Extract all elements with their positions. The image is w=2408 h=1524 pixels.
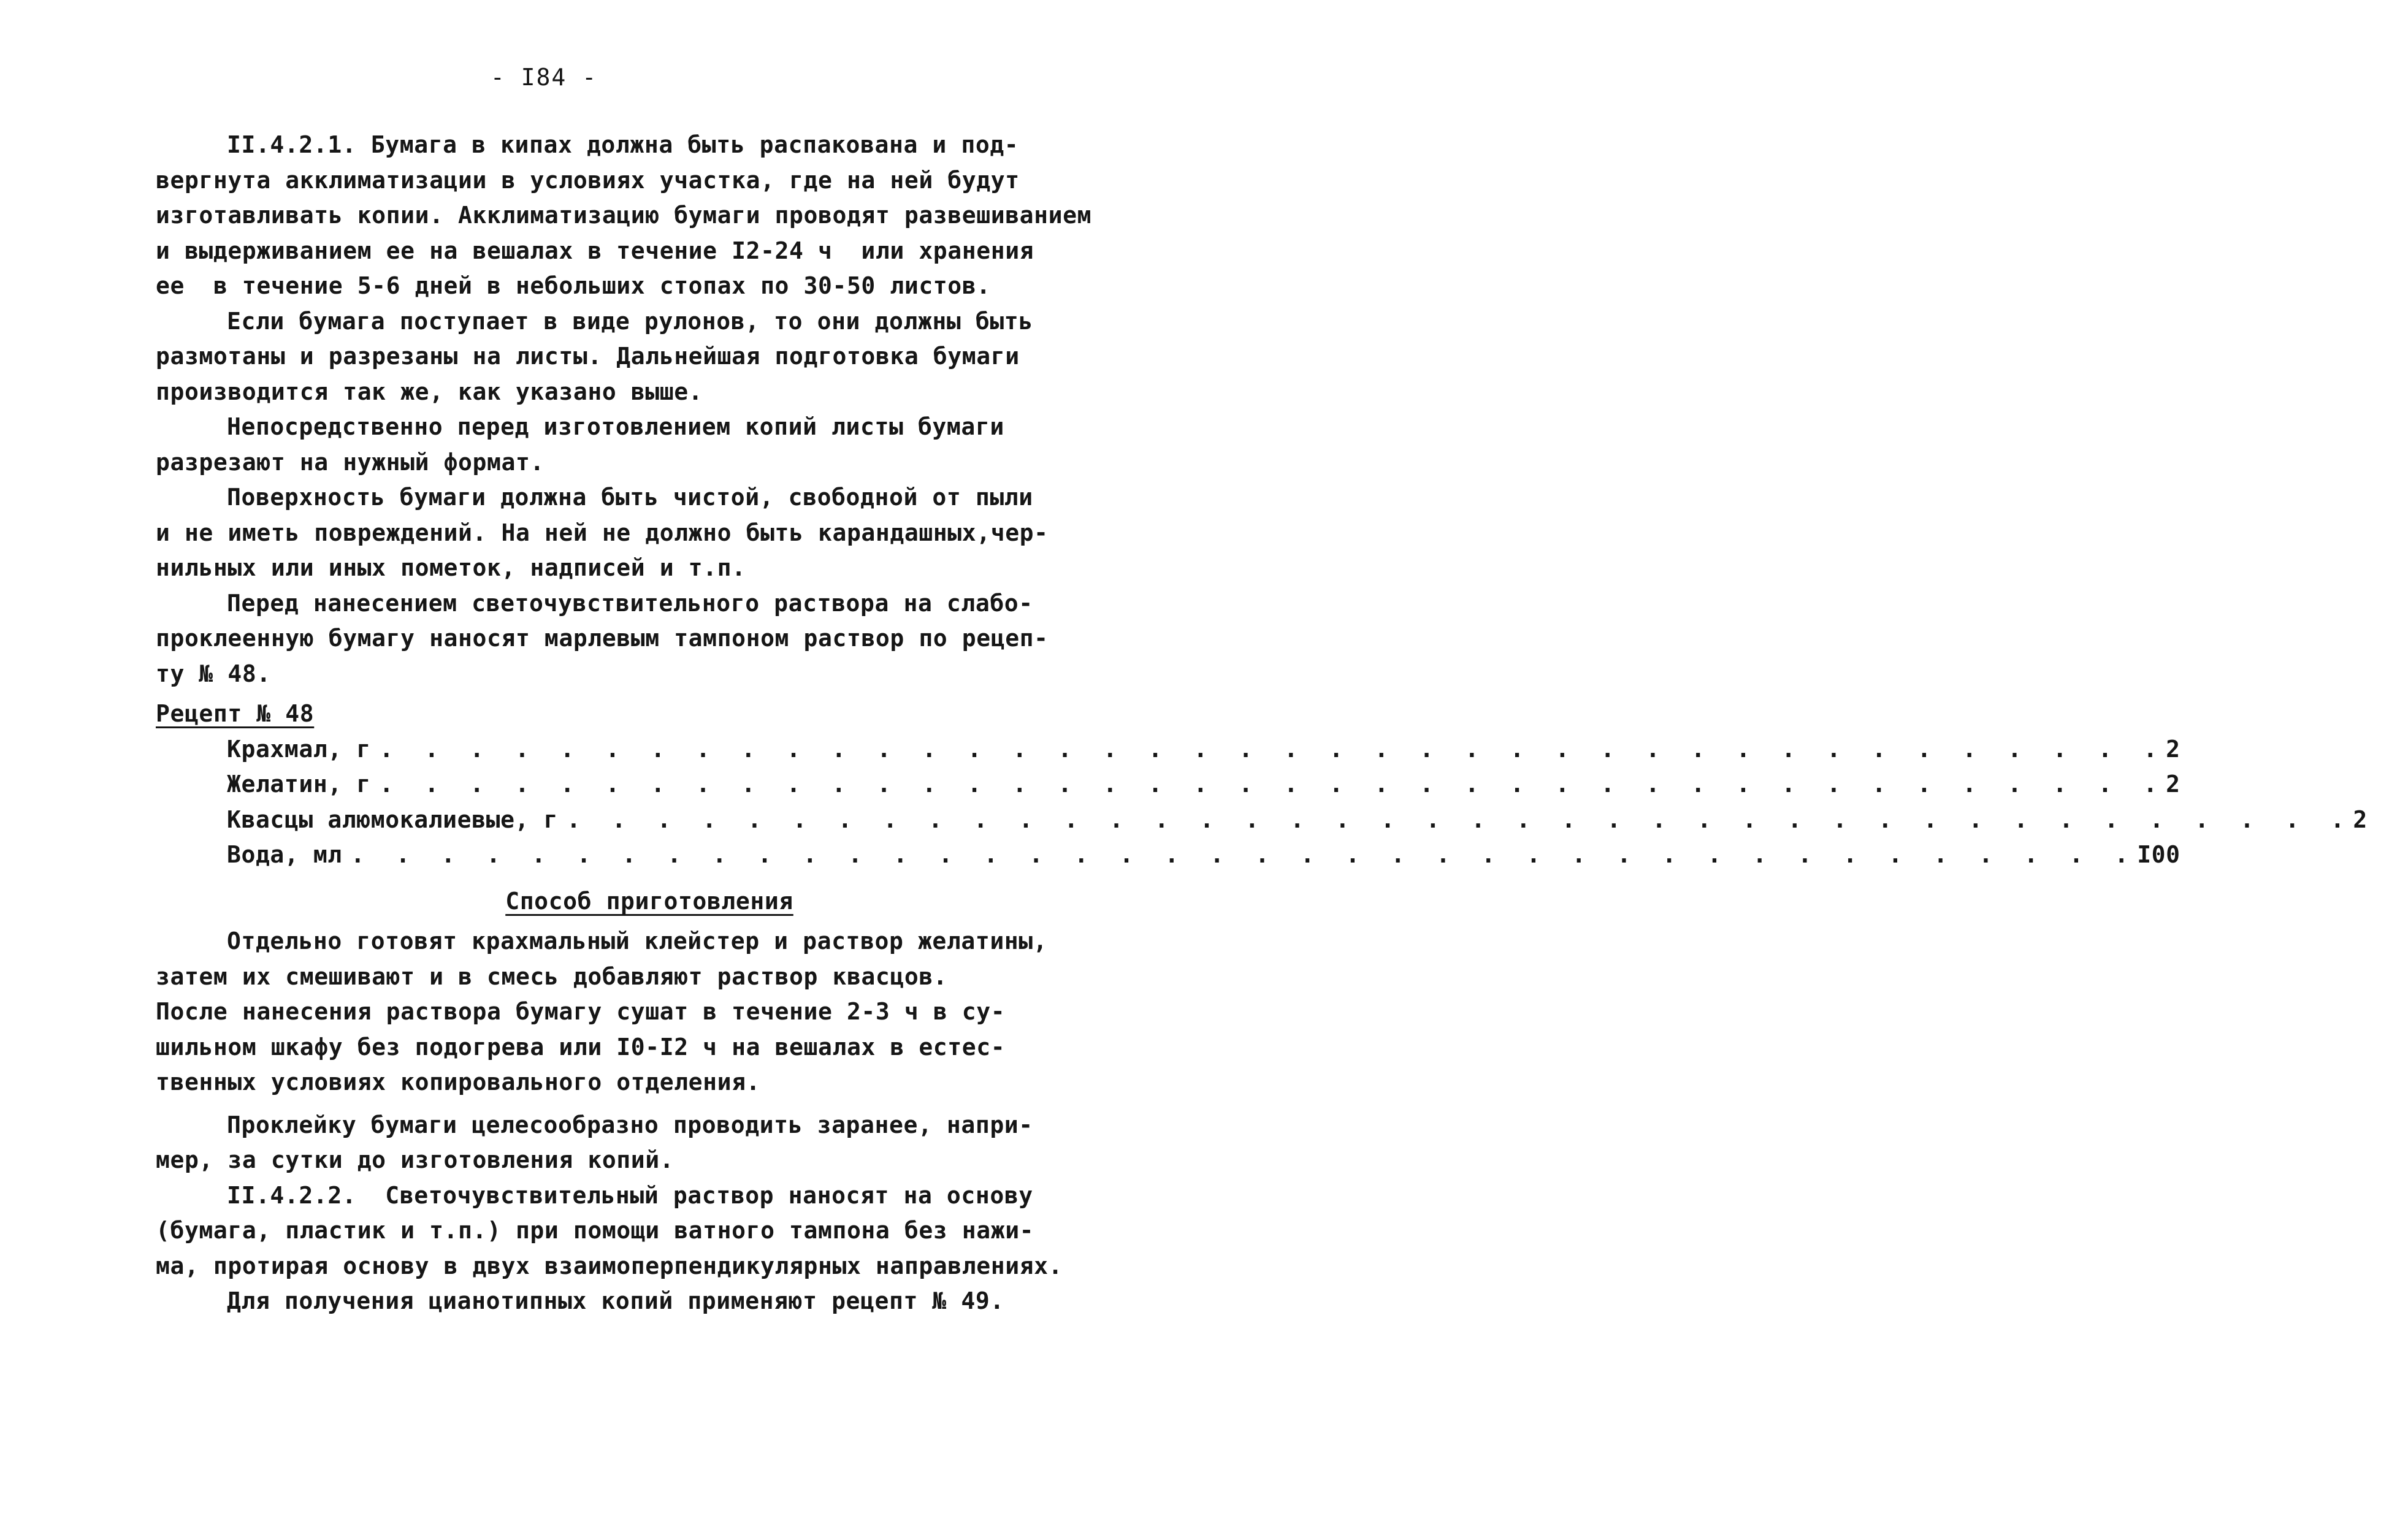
text-line: II.4.2.2. Светочувствительный раствор наносят на основу <box>227 1181 1033 1209</box>
ingredient-amount: 2 <box>2353 806 2368 833</box>
text-line: вергнута акклиматизации в условиях участка, где на ней будут <box>156 166 1020 194</box>
ingredient-amount: 2 <box>2166 771 2181 798</box>
text-line: мер, за сутки до изготовления копий. <box>156 1146 675 1173</box>
method-title-text: Способ приготовления <box>505 887 793 915</box>
paragraph-paper-acclimatization <box>156 128 1092 304</box>
dot-leader: . . . . . . . . . . . . . . . . . . . . . . . . . . . . . . . . . . . . . . . . <box>567 806 2353 833</box>
text-line: Отдельно готовят крахмальный клейстер и раствор желатины, <box>227 928 1048 954</box>
text-line: Проклейку бумаги целесообразно проводить заранее, напри- <box>227 1111 1033 1138</box>
ingredient-name: Вода, мл <box>227 841 342 868</box>
method-section <box>156 884 1063 1319</box>
text-line: Непосредственно перед изготовлением копий листы бумаги <box>227 413 1004 440</box>
text-line: разрезают на нужный формат. <box>156 448 545 476</box>
paragraph-sizing <box>156 586 1051 692</box>
ingredient-amount: I00 <box>2137 841 2181 868</box>
paragraph-photosensitive-solution <box>156 1178 1063 1284</box>
page-number: - I84 - <box>490 64 598 91</box>
paragraph-rolls <box>156 304 1051 410</box>
method-title <box>156 884 1051 920</box>
ingredient-row <box>227 837 2181 873</box>
ingredient-row <box>227 767 2181 802</box>
text-line: ее в течение 5-6 дней в небольших стопах по 30-50 листов. <box>156 272 991 299</box>
ingredient-name: Квасцы алюмокалиевые, г <box>227 806 558 833</box>
text-line: твенных условиях копировального отделения. <box>156 1069 761 1095</box>
text-line: размотаны и разрезаны на листы. Дальнейшая подготовка бумаги <box>156 343 1020 370</box>
text-line: Если бумага поступает в виде рулонов, то они должны быть <box>227 307 1033 335</box>
recipe-section <box>156 692 2368 873</box>
dot-leader: . . . . . . . . . . . . . . . . . . . . . . . . . . . . . . . . . . . . . . . . <box>379 771 2166 798</box>
recipe-title: Рецепт № 48 <box>156 700 315 727</box>
document-body <box>156 128 2368 1319</box>
paragraph-cyanotype <box>156 1284 1051 1319</box>
dot-leader: . . . . . . . . . . . . . . . . . . . . . . . . . . . . . . . . . . . . . . . . <box>350 841 2138 868</box>
ingredient-name: Крахмал, г <box>227 735 371 763</box>
text-line: ма, протирая основу в двух взаимоперпендикулярных направлениях. <box>156 1252 1063 1279</box>
paragraph-preparation <box>156 924 1051 1100</box>
text-line: шильном шкафу без подогрева или I0-I2 ч на вешалах в естес- <box>156 1033 1006 1061</box>
text-line: ту № 48. <box>156 660 271 687</box>
text-line: (бумага, пластик и т.п.) при помощи ватного тампона без нажи- <box>156 1217 1034 1244</box>
text-line: проклеенную бумагу наносят марлевым тампоном раствор по рецеп- <box>156 625 1049 652</box>
paragraph-surface <box>156 480 1051 586</box>
text-line: нильных или иных пометок, надписей и т.п. <box>156 554 746 581</box>
text-line: и выдерживанием ее на вешалах в течение I2-24 ч или хранения <box>156 237 1034 264</box>
text-line: изготавливать копии. Акклиматизацию бумаги проводят развешиванием <box>156 202 1092 229</box>
text-line: производится так же, как указано выше. <box>156 378 703 405</box>
paragraph-sizing-advance <box>156 1108 1051 1178</box>
ingredient-name: Желатин, г <box>227 771 371 798</box>
text-line: Поверхность бумаги должна быть чистой, свободной от пыли <box>227 484 1033 511</box>
dot-leader: . . . . . . . . . . . . . . . . . . . . . . . . . . . . . . . . . . . . . . . . <box>379 735 2166 763</box>
ingredient-amount: 2 <box>2166 735 2181 763</box>
ingredient-row <box>227 732 2181 768</box>
spacer <box>156 1100 1051 1108</box>
ingredient-list <box>227 732 2368 873</box>
text-line: Перед нанесением светочувствительного раствора на слабо- <box>227 589 1033 617</box>
text-line: II.4.2.1. Бумага в кипах должна быть распакована и под- <box>227 131 1019 158</box>
text-line: затем их смешивают и в смесь добавляют раствор квасцов. <box>156 962 948 990</box>
text-line: После нанесения раствора бумагу сушат в течение 2-3 ч в су- <box>156 998 1006 1025</box>
paragraph-cutting <box>156 410 1051 480</box>
text-line: и не иметь повреждений. На ней не должно быть карандашных,чер- <box>156 519 1049 546</box>
text-line: Для получения цианотипных копий применяют рецепт № 49. <box>227 1287 1004 1314</box>
ingredient-row <box>227 802 2368 838</box>
